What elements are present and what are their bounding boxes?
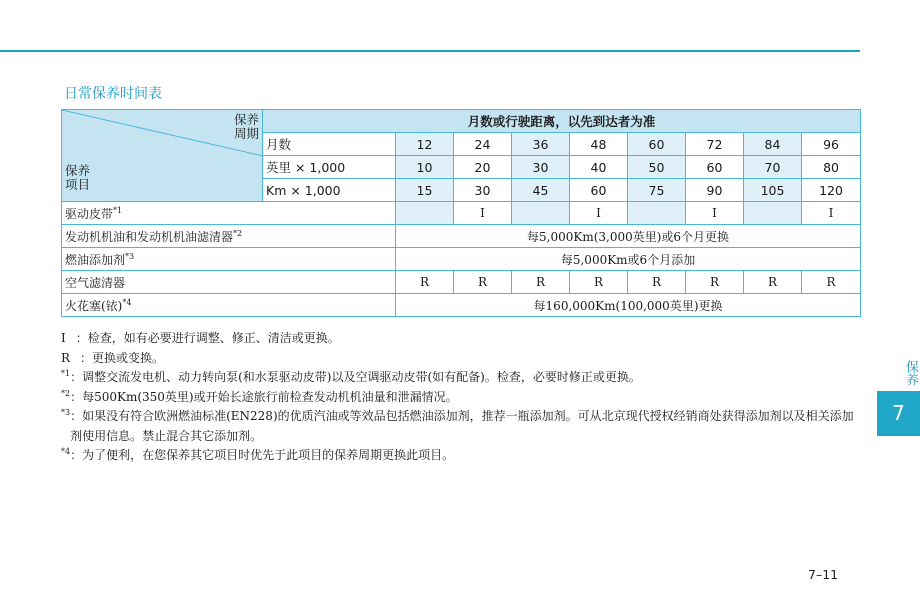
item-action: R [454, 271, 512, 294]
note-item [61, 446, 861, 466]
interval-value: 50 [628, 156, 686, 179]
item-row [62, 294, 861, 317]
note-text: ：调整交流发电机、动力转向泵(和水泵驱动皮带)以及空调驱动皮带(如有配备)。检查，必要时修正或更换。 [70, 370, 641, 384]
note-text: ：如果没有符合欧洲燃油标准(EN228)的优质汽油或等效品包括燃油添加剂，推荐一瓶添加剂。可从北京现代授权经销商处获得添加剂以及相关添加剂使用信息。禁止混合其它添加剂。 [70, 409, 854, 443]
item-interval-text: 每5,000Km或6个月添加 [396, 248, 861, 271]
item-action [512, 202, 570, 225]
note-item [61, 388, 861, 408]
interval-value: 72 [686, 133, 744, 156]
item-action: R [570, 271, 628, 294]
note-symbol [61, 446, 70, 466]
note-item [61, 329, 861, 349]
interval-value: 70 [744, 156, 802, 179]
note-symbol-sup: *1 [61, 369, 71, 378]
note-item [61, 368, 861, 388]
item-action: I [686, 202, 744, 225]
interval-value: 40 [570, 156, 628, 179]
note-symbol-sup: *2 [61, 388, 71, 398]
item-name [62, 294, 396, 317]
interval-value: 20 [454, 156, 512, 179]
note-symbol [61, 388, 70, 408]
item-name [62, 202, 396, 225]
interval-value: 90 [686, 179, 744, 202]
corner-period-label: 保养 周期 [234, 112, 260, 141]
note-text: ：每500Km(350英里)或开始长途旅行前检查发动机机油量和泄漏情况。 [70, 389, 458, 404]
item-action [396, 202, 454, 225]
corner-cell [62, 110, 263, 202]
item-row [62, 225, 861, 248]
item-name-text: 火花塞(铱) [65, 298, 123, 313]
item-name-text: 发动机机油和发动机机油滤清器 [65, 229, 234, 244]
item-interval-text: 每160,000Km(100,000英里)更换 [396, 294, 861, 317]
item-name [62, 271, 396, 294]
interval-value: 84 [744, 133, 802, 156]
item-action [628, 202, 686, 225]
footnote-ref: *1 [113, 205, 123, 215]
item-name [62, 225, 396, 248]
item-action: I [454, 202, 512, 225]
note-text: ：为了便利，在您保养其它项目时优先于此项目的保养周期更换此项目。 [70, 448, 455, 462]
item-action: R [396, 271, 454, 294]
interval-value: 96 [802, 133, 861, 156]
interval-label: Km × 1,000 [263, 179, 396, 202]
interval-value: 30 [512, 156, 570, 179]
interval-value: 60 [628, 133, 686, 156]
interval-value: 48 [570, 133, 628, 156]
item-action: R [512, 271, 570, 294]
diagonal-line [62, 110, 263, 202]
chapter-tab: 7 [877, 391, 920, 436]
footnote-ref: *2 [233, 228, 243, 238]
item-interval-text: 每5,000Km(3,000英里)或6个月更换 [396, 225, 861, 248]
notes [61, 329, 861, 466]
interval-value: 120 [802, 179, 861, 202]
note-symbol-sup: *4 [61, 447, 71, 456]
top-rule [0, 50, 860, 52]
note-symbol: R [61, 350, 71, 365]
note-symbol [61, 407, 70, 446]
interval-value: 12 [396, 133, 454, 156]
interval-value: 75 [628, 179, 686, 202]
item-action [744, 202, 802, 225]
interval-value: 80 [802, 156, 861, 179]
interval-value: 60 [570, 179, 628, 202]
footnote-ref: *4 [122, 297, 132, 307]
note-text: ：检查，如有必要进行调整、修正、清洁或更换。 [75, 331, 340, 345]
interval-value: 30 [454, 179, 512, 202]
item-name [62, 248, 396, 271]
page-number: 7–11 [808, 567, 839, 582]
interval-header: 月数或行驶距离，以先到达者为准 [263, 110, 861, 133]
note-symbol [61, 368, 70, 388]
corner-item-label: 保养 项目 [65, 163, 91, 192]
section-side-label: 保养 [903, 360, 918, 386]
interval-value: 10 [396, 156, 454, 179]
item-name-text: 空气滤清器 [65, 275, 126, 290]
note-text: ：更换或变换。 [80, 350, 165, 365]
maintenance-schedule-table [61, 109, 861, 317]
interval-label: 月数 [263, 133, 396, 156]
note-symbol: I [61, 331, 66, 345]
item-action: R [686, 271, 744, 294]
item-action: R [744, 271, 802, 294]
interval-value: 45 [512, 179, 570, 202]
interval-value: 36 [512, 133, 570, 156]
interval-value: 24 [454, 133, 512, 156]
item-row [62, 271, 861, 294]
interval-value: 105 [744, 179, 802, 202]
item-name-text: 燃油添加剂 [65, 252, 126, 267]
page-title: 日常保养时间表 [64, 86, 162, 102]
item-action: I [802, 202, 861, 225]
item-action: R [802, 271, 861, 294]
item-action: I [570, 202, 628, 225]
interval-value: 15 [396, 179, 454, 202]
note-item [61, 407, 861, 446]
item-action: R [628, 271, 686, 294]
interval-value: 60 [686, 156, 744, 179]
item-row [62, 248, 861, 271]
item-name-text: 驱动皮带 [65, 206, 114, 221]
item-row [62, 202, 861, 225]
interval-label: 英里 × 1,000 [263, 156, 396, 179]
footnote-ref: *3 [125, 251, 135, 261]
note-item [61, 349, 861, 369]
note-symbol-sup: *3 [61, 408, 71, 417]
